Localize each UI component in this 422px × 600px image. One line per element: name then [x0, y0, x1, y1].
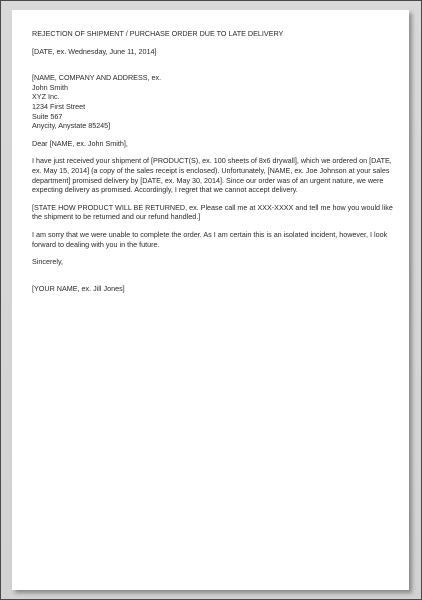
- recipient-address: [32, 73, 397, 131]
- address-line: 1234 First Street: [32, 101, 86, 111]
- address-line: John Smith: [32, 82, 68, 92]
- closing: Sincerely,: [32, 257, 64, 267]
- letter-body: [32, 29, 397, 293]
- body-paragraph: [STATE HOW PRODUCT WILL BE RETURNED, ex. Please call me at XXX-XXXX and tell me how you would like the shipment to be returned and our refund handled.]: [32, 202, 393, 222]
- letter-title: REJECTION OF SHIPMENT / PURCHASE ORDER DUE TO LATE DELIVERY: [32, 29, 284, 38]
- body-paragraph: I am sorry that we were unable to complete the order. As I am certain this is an isolated incident, however, I look forward to dealing with you in the future.: [32, 229, 388, 249]
- address-line: Suite 567: [32, 111, 63, 121]
- address-line: Anycity, Anystate 85245]: [32, 121, 111, 131]
- signature: [YOUR NAME, ex. Jill Jones]: [32, 283, 125, 293]
- address-line: [NAME, COMPANY AND ADDRESS, ex.: [32, 73, 162, 83]
- salutation: Dear [NAME, ex. John Smith],: [32, 138, 128, 148]
- letter-page: [12, 10, 409, 590]
- letter-date: [DATE, ex. Wednesday, June 11, 2014]: [32, 46, 157, 56]
- body-paragraph: I have just received your shipment of [PRODUCT(S), ex. 100 sheets of 8x6 drywall], which we ordered on [DATE, ex. May 15, 2014] (a copy of the sales receipt is enclosed). Unfortunately, [NAME, ex. Joe Johnson at your sales department] promised delivery by [DATE, ex. May 30, 2014]. Since our order was of an urgent nature, we were expecting delivery as promised. Accordingly, I regret that we cannot accept delivery.: [32, 156, 392, 195]
- address-line: XYZ Inc.: [32, 92, 60, 102]
